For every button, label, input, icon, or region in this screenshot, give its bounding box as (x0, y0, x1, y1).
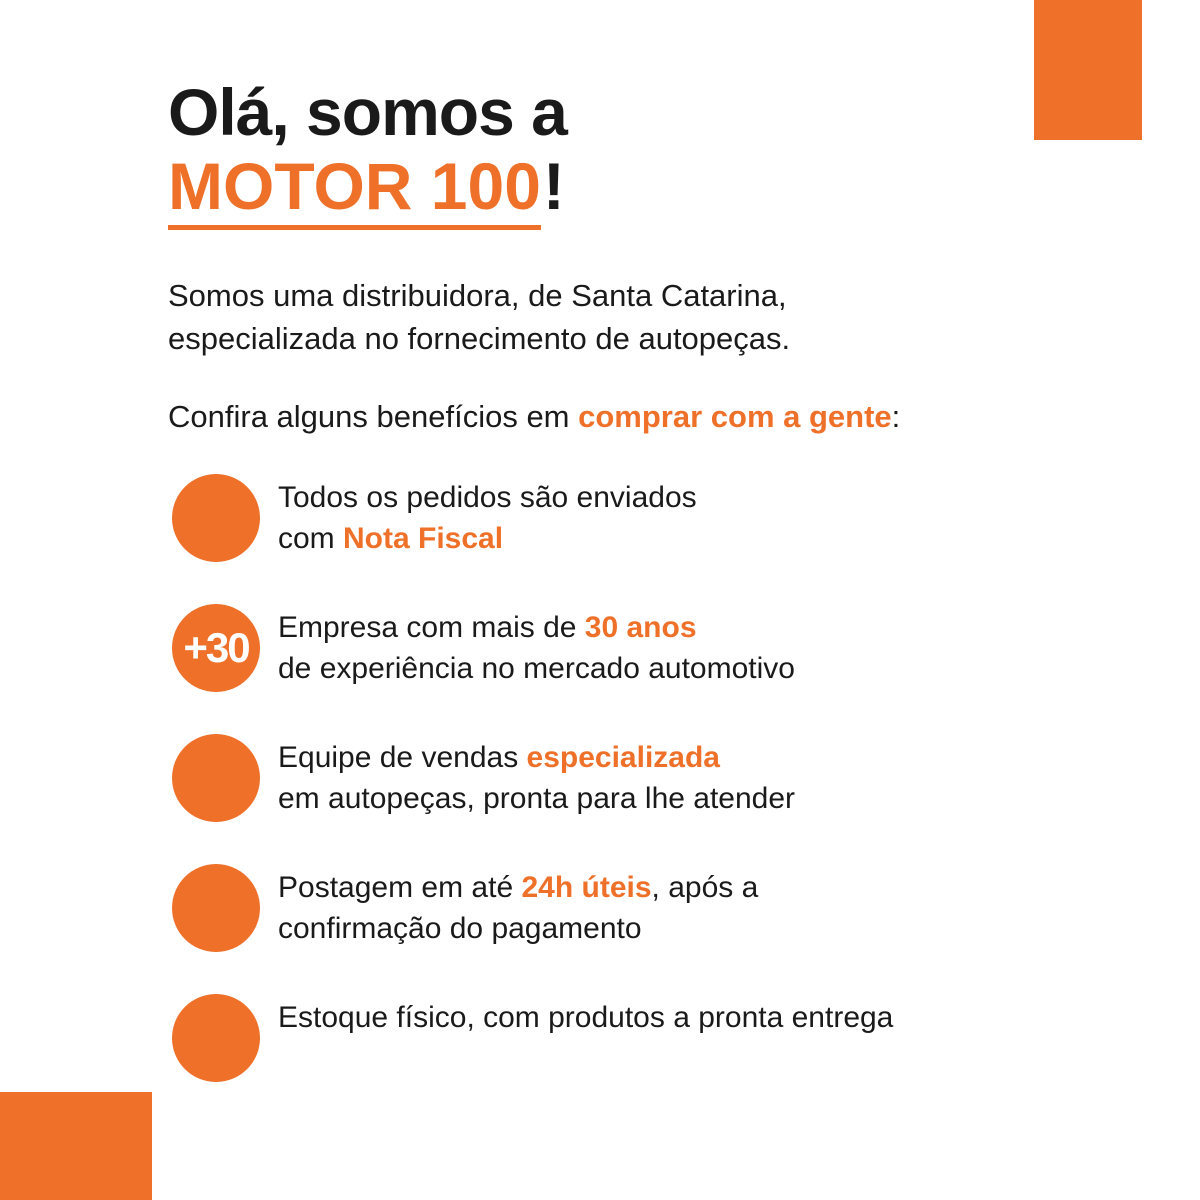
benefit-4-line2: confirmação do pagamento (278, 911, 642, 945)
benefit-4-line1-prefix: Postagem em até (278, 871, 522, 904)
benefit-1-line2-accent: Nota Fiscal (343, 521, 504, 555)
benefits-callout (168, 396, 1068, 438)
benefit-2-line1-accent: 30 anos (584, 611, 697, 644)
header-block (168, 75, 1068, 438)
benefit-5-line1: Estoque físico, com produtos a pronta entrega (278, 1001, 894, 1034)
list-item (168, 990, 1118, 1086)
benefit-4-line1-suffix: , após a (651, 871, 759, 904)
decor-block-bottom-left (0, 1092, 152, 1200)
clipboard-check-icon (168, 990, 264, 1086)
plus-thirty-label: +30 (183, 624, 249, 671)
intro-paragraph (168, 274, 1068, 361)
benefit-3-line1-accent: especializada (526, 741, 720, 774)
benefit-1-line2-prefix: com (278, 521, 344, 555)
benefit-4-line1-accent: 24h úteis (521, 871, 652, 904)
brand-exclamation: ! (542, 149, 565, 224)
box-stopwatch-icon (168, 860, 264, 956)
brand-name: MOTOR 100 (168, 151, 541, 229)
benefits-list (168, 470, 1118, 1120)
list-item (168, 600, 1118, 696)
receipt-icon (168, 470, 264, 566)
benefits-callout-suffix: : (891, 399, 901, 435)
benefit-2-line1-prefix: Empresa com mais de (278, 611, 585, 644)
list-item (168, 730, 1118, 826)
benefits-callout-prefix: Confira alguns benefícios em (168, 399, 579, 435)
benefit-3-line2: em autopeças, pronta para lhe atender (278, 781, 796, 815)
page-title-line2 (168, 151, 1068, 229)
intro-line-2: especializada no fornecimento de autopeças. (168, 320, 791, 356)
list-item-text (278, 600, 795, 690)
list-item (168, 860, 1118, 956)
list-item-text (278, 470, 697, 560)
benefit-2-line2: de experiência no mercado automotivo (278, 651, 795, 685)
support-agent-icon (168, 730, 264, 826)
plus-thirty-badge-icon (168, 600, 264, 696)
benefit-1-line1: Todos os pedidos são enviados (278, 481, 697, 514)
benefits-callout-accent: comprar com a gente (578, 399, 892, 435)
intro-line-1: Somos uma distribuidora, de Santa Catarina, (168, 277, 787, 313)
list-item-text (278, 860, 758, 950)
benefit-3-line1-prefix: Equipe de vendas (278, 741, 527, 774)
list-item (168, 470, 1118, 566)
list-item-text (278, 730, 795, 820)
list-item-text (278, 990, 893, 1039)
page-title-line1: Olá, somos a (168, 75, 567, 149)
